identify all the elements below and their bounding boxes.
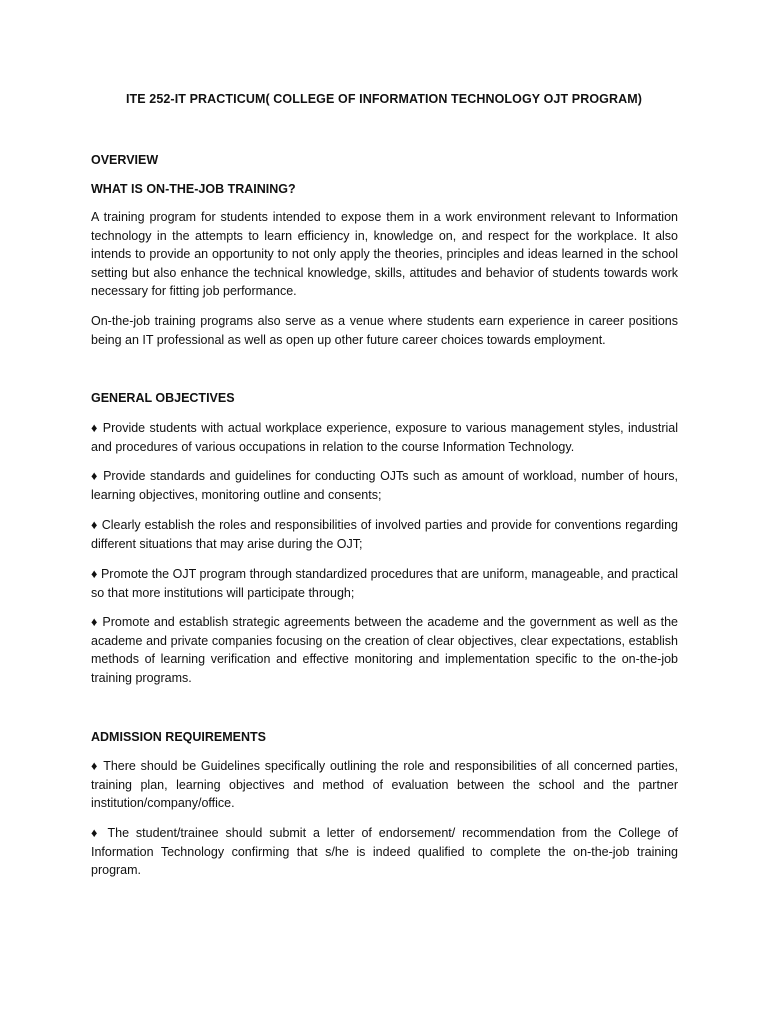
requirement-item [91, 824, 678, 880]
overview-paragraph-1: A training program for students intended to expose them in a work environment relevant to Information technology in the attempts to learn efficiency in, knowledge on, and respect for the workplace. It also intends to provide an opportunity to not only apply the theories, principles and ideas learned in the school setting but also enhance the technical knowledge, skills, attitudes and behavior of students towards work necessary for fitting job performance. [91, 210, 678, 299]
diamond-bullet-icon: ♦ [91, 759, 99, 773]
requirement-item [91, 757, 678, 813]
objective-text: Clearly establish the roles and responsibilities of involved parties and provide for conventions regarding different situations that may arise during the OJT; [91, 518, 678, 551]
objective-item [91, 565, 678, 602]
overview-heading: OVERVIEW [91, 153, 159, 167]
general-objectives-heading: GENERAL OBJECTIVES [91, 391, 235, 405]
objective-item [91, 516, 678, 553]
requirement-text: The student/trainee should submit a letter of endorsement/ recommendation from the College of Information Technology confirming that s/he is indeed qualified to complete the on-the-job training program. [91, 826, 678, 878]
diamond-bullet-icon: ♦ [91, 469, 99, 483]
requirement-text: There should be Guidelines specifically outlining the role and responsibilities of all concerned parties, training plan, learning objectives and method of evaluation between the school and the partner institution/company/office. [91, 759, 678, 811]
diamond-bullet-icon: ♦ [91, 826, 101, 840]
admission-requirements-heading: ADMISSION REQUIREMENTS [91, 730, 267, 744]
objective-text: Provide standards and guidelines for conducting OJTs such as amount of workload, number of hours, learning objectives, monitoring outline and consents; [91, 469, 678, 502]
objective-text: Promote and establish strategic agreements between the academe and the government as well as the academe and private companies focusing on the creation of clear objectives, clear expectations, establish methods of learning verification and effective monitoring and implementation specific to the on-the-job training programs. [91, 615, 679, 685]
objective-item [91, 419, 678, 456]
objective-text: Provide students with actual workplace experience, exposure to various management styles, industrial and procedures of various occupations in relation to the course Information Technology. [91, 421, 678, 454]
diamond-bullet-icon: ♦ [91, 421, 99, 435]
diamond-bullet-icon: ♦ [91, 567, 98, 581]
diamond-bullet-icon: ♦ [91, 615, 99, 629]
diamond-bullet-icon: ♦ [91, 518, 98, 532]
objective-text: Promote the OJT program through standardized procedures that are uniform, manageable, and practical so that more institutions will participate through; [91, 567, 678, 600]
overview-paragraph-2: On-the-job training programs also serve as a venue where students earn experience in career positions being an IT professional as well as open up other future career choices towards employment. [91, 314, 678, 347]
objective-item [91, 467, 678, 504]
document-title: ITE 252-IT PRACTICUM( COLLEGE OF INFORMATION TECHNOLOGY OJT PROGRAM) [125, 92, 643, 106]
otj-subheading: WHAT IS ON-THE-JOB TRAINING? [91, 182, 296, 196]
objective-item [91, 613, 678, 687]
